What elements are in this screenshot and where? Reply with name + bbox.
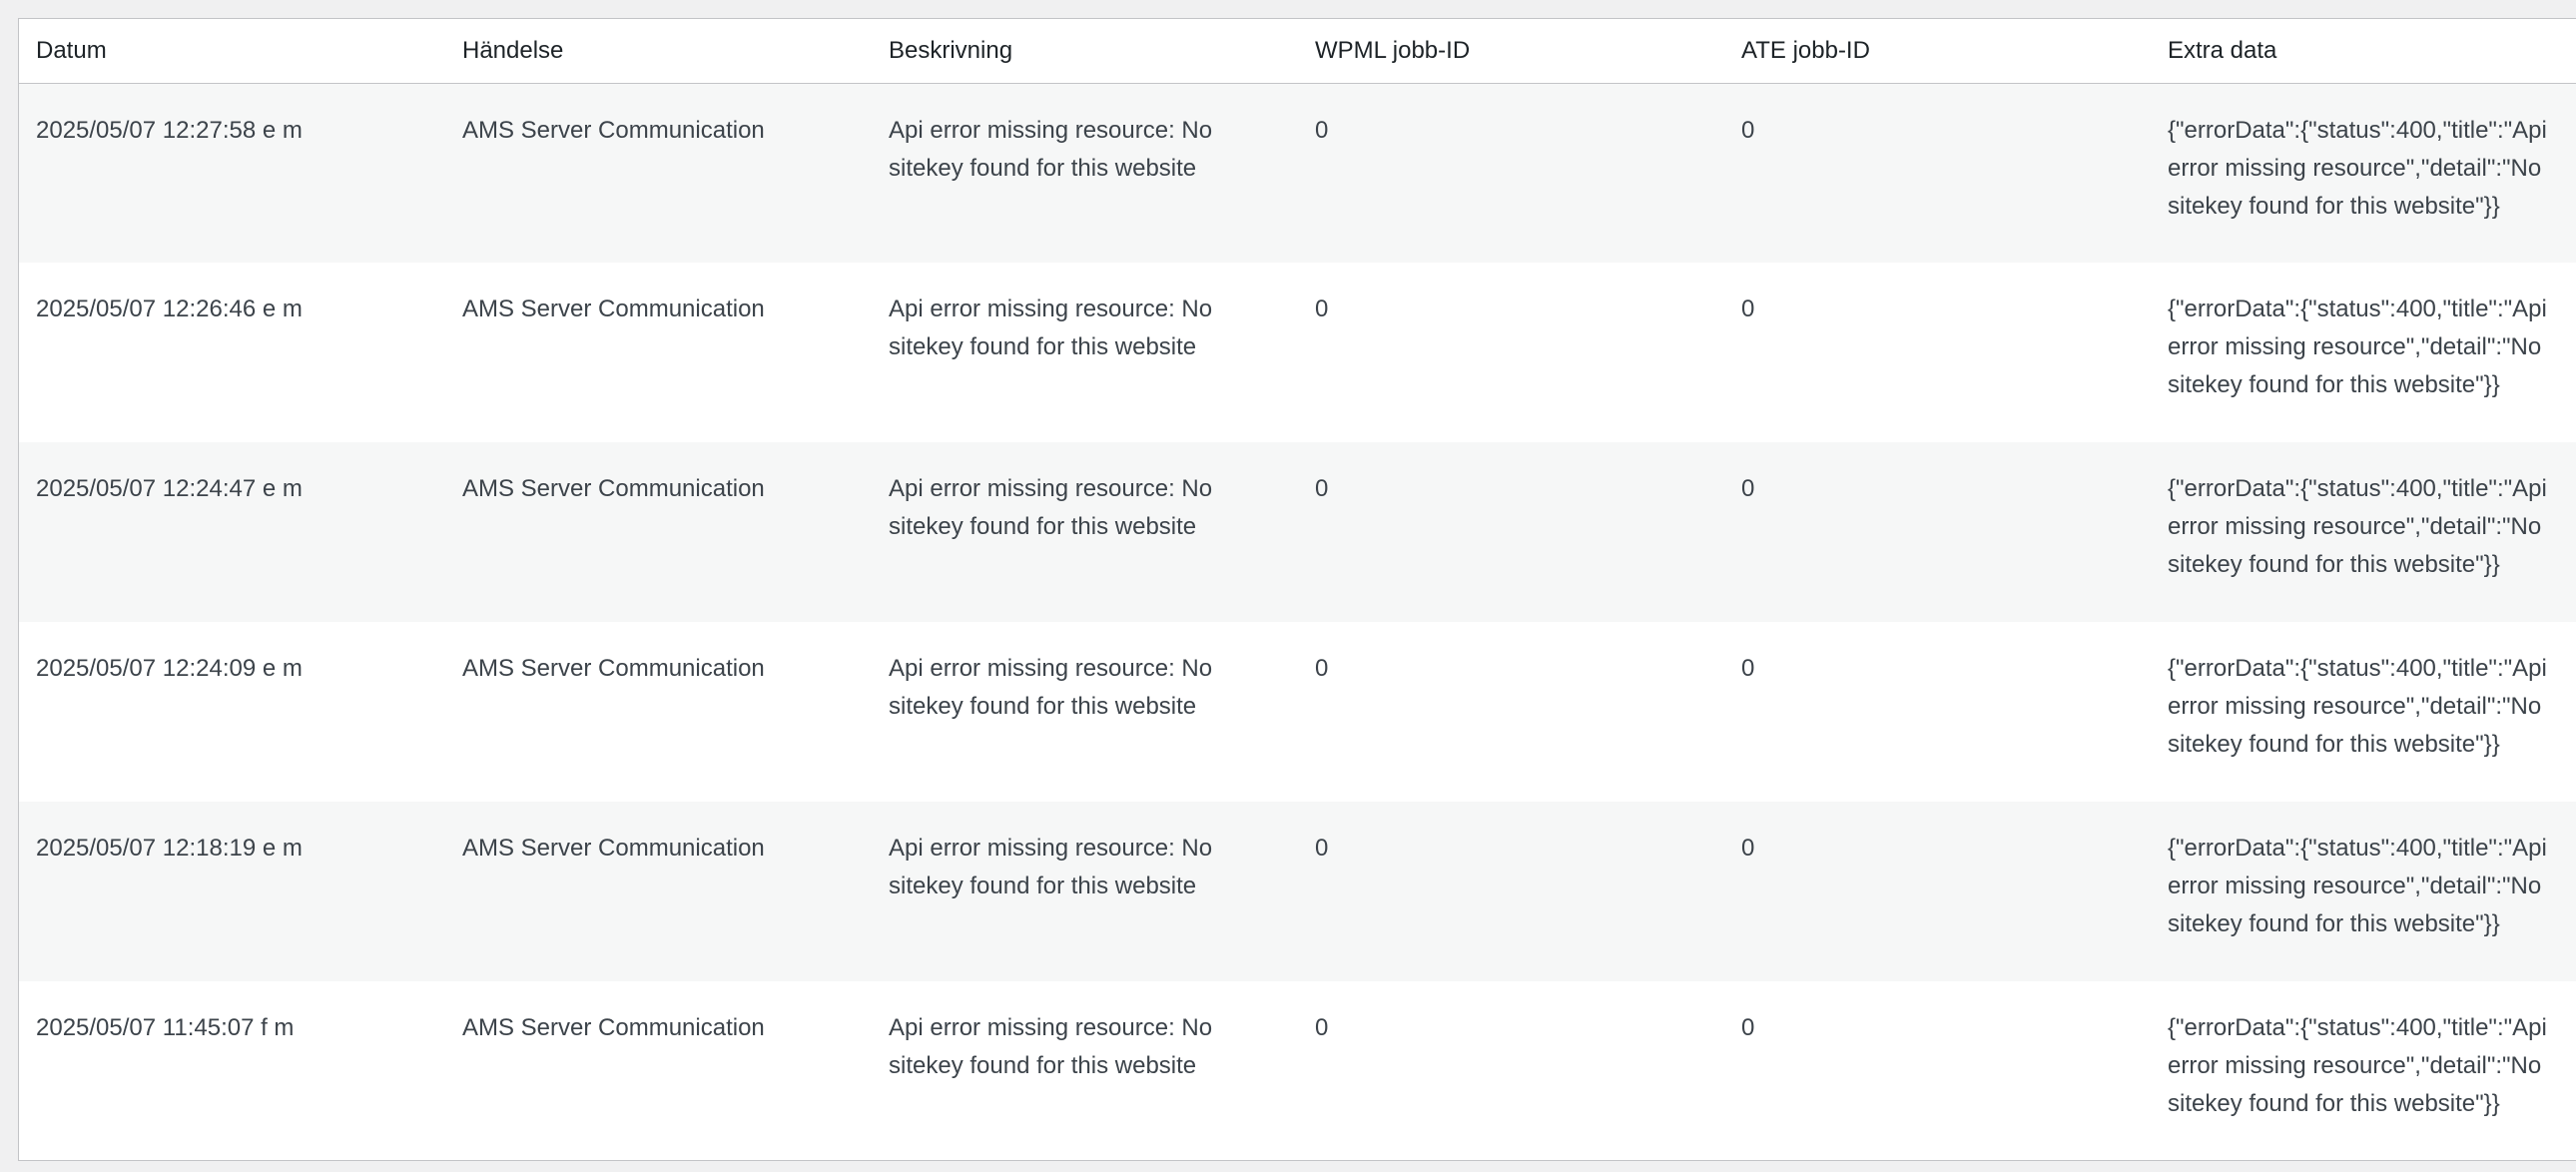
cell-date: 2025/05/07 12:27:58 e m	[36, 116, 303, 144]
cell-extra-data: {"errorData":{"status":400,"title":"Api error missing resource","detail":"No sitekey found for this website"}}	[2168, 655, 2547, 758]
cell-ate-job-id: 0	[1741, 295, 1755, 322]
cell-wpml-job-id: 0	[1315, 1014, 1329, 1041]
cell-event: AMS Server Communication	[462, 835, 765, 862]
table-body	[19, 83, 2576, 1161]
cell-extra-data: {"errorData":{"status":400,"title":"Api error missing resource","detail":"No sitekey found for this website"}}	[2168, 116, 2547, 220]
cell-wpml-job-id: 0	[1315, 295, 1329, 322]
table-row	[19, 263, 2576, 442]
cell-extra-data: {"errorData":{"status":400,"title":"Api error missing resource","detail":"No sitekey found for this website"}}	[2168, 295, 2547, 398]
cell-date: 2025/05/07 12:26:46 e m	[36, 295, 303, 322]
table-row	[19, 442, 2576, 622]
log-table	[19, 19, 2576, 1161]
cell-event: AMS Server Communication	[462, 116, 765, 144]
cell-description: Api error missing resource: No sitekey found for this website	[889, 1014, 1213, 1079]
column-header-ate-job-id: ATE jobb-ID	[1724, 19, 2151, 83]
table-row	[19, 622, 2576, 802]
table-row	[19, 83, 2576, 263]
cell-ate-job-id: 0	[1741, 116, 1755, 144]
cell-date: 2025/05/07 12:18:19 e m	[36, 835, 303, 862]
column-header-event: Händelse	[445, 19, 872, 83]
cell-extra-data: {"errorData":{"status":400,"title":"Api error missing resource","detail":"No sitekey found for this website"}}	[2168, 1014, 2547, 1117]
cell-date: 2025/05/07 12:24:09 e m	[36, 655, 303, 682]
cell-description: Api error missing resource: No sitekey found for this website	[889, 475, 1213, 540]
cell-event: AMS Server Communication	[462, 655, 765, 682]
table-row	[19, 981, 2576, 1161]
cell-date: 2025/05/07 11:45:07 f m	[36, 1014, 295, 1041]
cell-wpml-job-id: 0	[1315, 475, 1329, 502]
cell-ate-job-id: 0	[1741, 1014, 1755, 1041]
column-header-description: Beskrivning	[872, 19, 1298, 83]
cell-description: Api error missing resource: No sitekey found for this website	[889, 835, 1213, 899]
cell-extra-data: {"errorData":{"status":400,"title":"Api error missing resource","detail":"No sitekey found for this website"}}	[2168, 835, 2547, 937]
cell-ate-job-id: 0	[1741, 655, 1755, 682]
cell-description: Api error missing resource: No sitekey found for this website	[889, 116, 1213, 182]
cell-date: 2025/05/07 12:24:47 e m	[36, 475, 303, 502]
header-row	[19, 19, 2576, 83]
cell-description: Api error missing resource: No sitekey found for this website	[889, 655, 1213, 720]
cell-event: AMS Server Communication	[462, 1014, 765, 1041]
table-row	[19, 802, 2576, 981]
column-header-extra-data: Extra data	[2151, 19, 2576, 83]
column-header-date: Datum	[19, 19, 445, 83]
cell-event: AMS Server Communication	[462, 295, 765, 322]
cell-ate-job-id: 0	[1741, 835, 1755, 862]
cell-wpml-job-id: 0	[1315, 116, 1329, 144]
cell-extra-data: {"errorData":{"status":400,"title":"Api error missing resource","detail":"No sitekey found for this website"}}	[2168, 475, 2547, 578]
cell-ate-job-id: 0	[1741, 475, 1755, 502]
cell-description: Api error missing resource: No sitekey found for this website	[889, 295, 1213, 360]
table-header	[19, 19, 2576, 83]
cell-wpml-job-id: 0	[1315, 655, 1329, 682]
cell-event: AMS Server Communication	[462, 475, 765, 502]
log-table-container	[18, 18, 2576, 1161]
cell-wpml-job-id: 0	[1315, 835, 1329, 862]
column-header-wpml-job-id: WPML jobb-ID	[1298, 19, 1724, 83]
